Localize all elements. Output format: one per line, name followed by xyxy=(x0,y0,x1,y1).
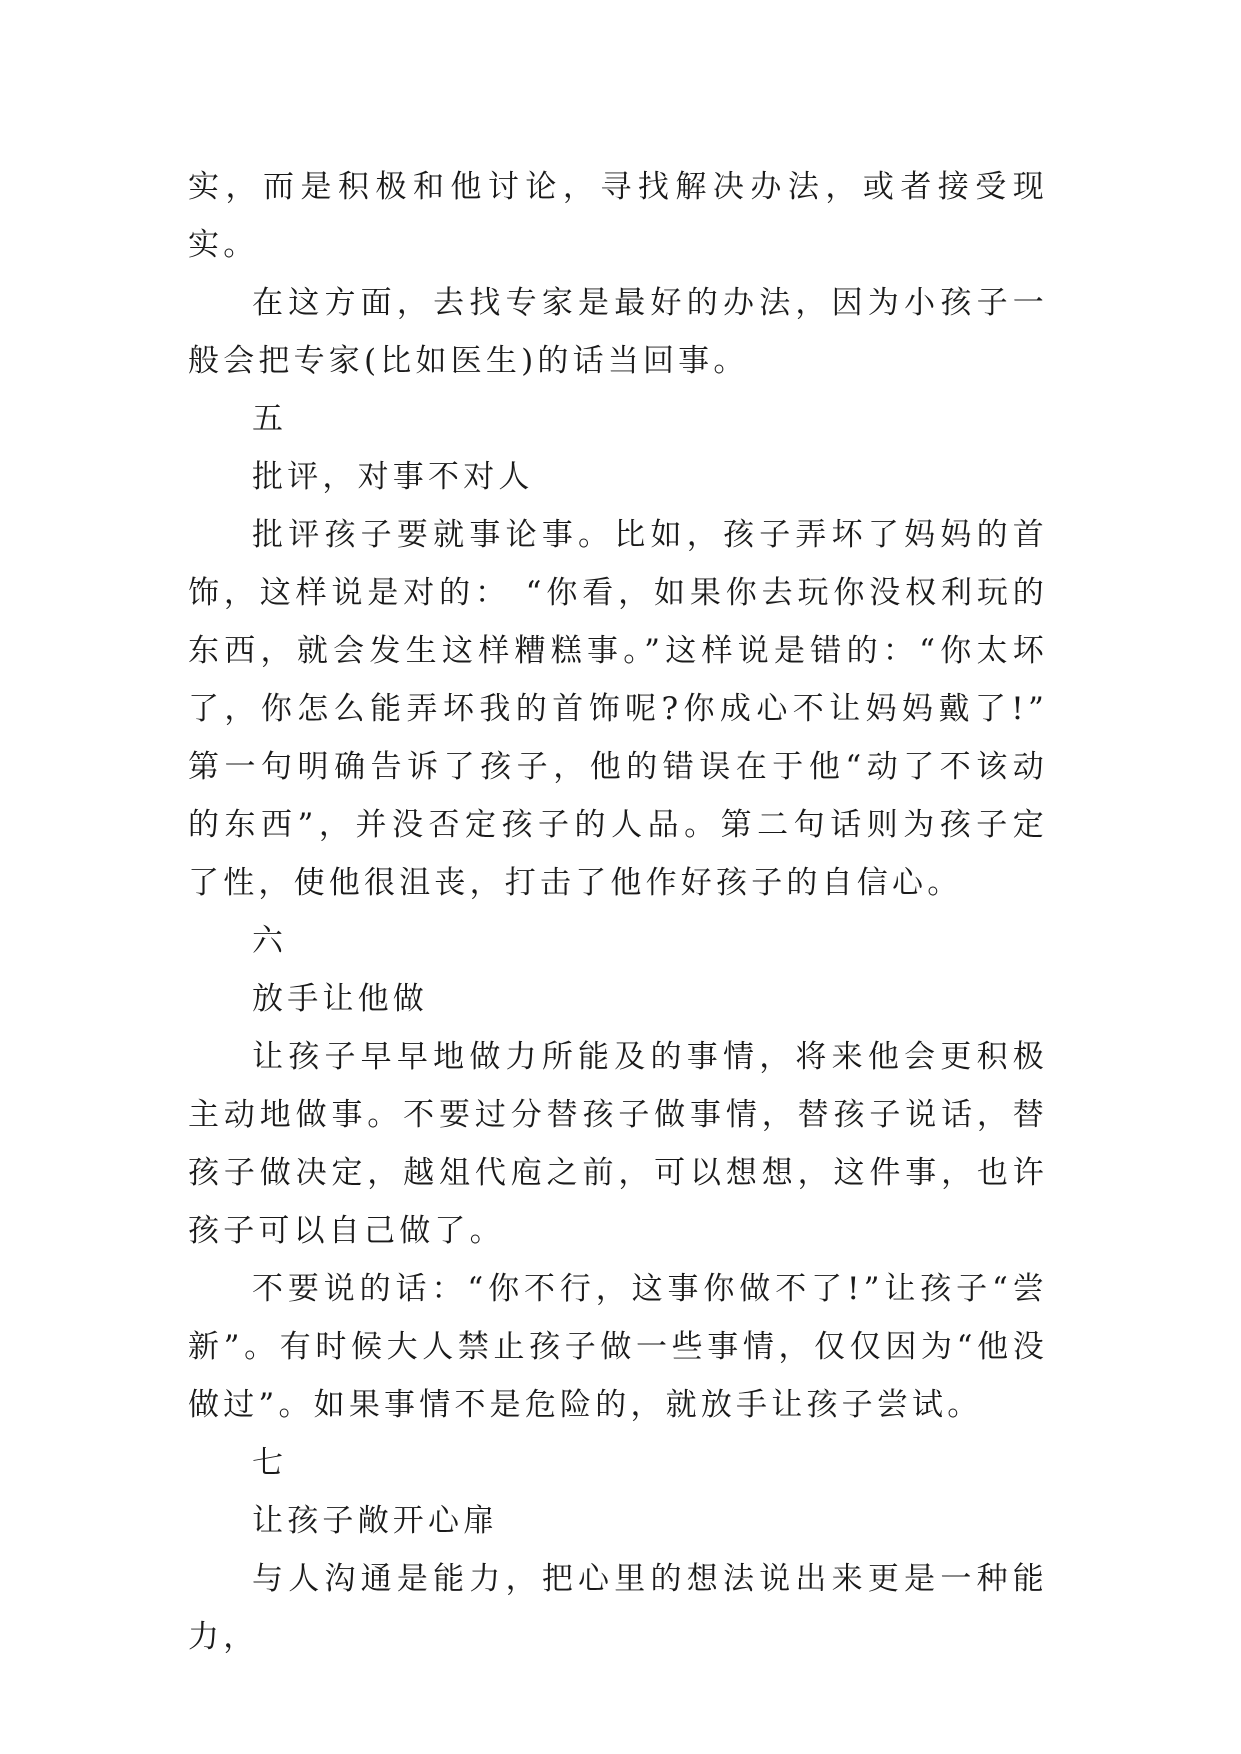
paragraph-let-go: 让孩子早早地做力所能及的事情，将来他会更积极主动地做事。不要过分替孩子做事情，替孩子说话，替孩子做决定，越俎代庖之前，可以想想，这件事，也许孩子可以自己做了。 xyxy=(188,1039,1048,1249)
section-number-six: 六 xyxy=(252,923,288,959)
section-title-let-go: 放手让他做 xyxy=(252,981,428,1017)
paragraph-expert-advice: 在这方面，去找专家是最好的办法，因为小孩子一般会把专家(比如医生)的话当回事。 xyxy=(188,285,1048,379)
section-title-criticism: 批评，对事不对人 xyxy=(252,459,534,495)
paragraph-continuation: 实，而是积极和他讨论，寻找解决办法，或者接受现实。 xyxy=(188,169,1048,263)
document-page xyxy=(188,158,1048,1666)
paragraph-criticism: 批评孩子要就事论事。比如，孩子弄坏了妈妈的首饰，这样说是对的： “你看，如果你去玩你没权利玩的东西，就会发生这样糟糕事。”这样说是错的：“你太坏了，你怎么能弄坏我的首饰呢?你成心不让妈妈戴了!” 第一句明确告诉了孩子，他的错误在于他“动了不该动的东西”，并没否定孩子的人品。第二句话则为孩子定了性，使他很沮丧，打击了他作好孩子的自信心。 xyxy=(188,517,1048,901)
section-number-five: 五 xyxy=(252,401,288,437)
paragraph-dont-say: 不要说的话：“你不行，这事你做不了!”让孩子“尝新”。有时候大人禁止孩子做一些事情，仅仅因为“他没做过”。如果事情不是危险的，就放手让孩子尝试。 xyxy=(188,1271,1048,1423)
section-title-open-heart: 让孩子敞开心扉 xyxy=(252,1503,499,1539)
section-number-seven: 七 xyxy=(252,1445,288,1481)
paragraph-communication: 与人沟通是能力，把心里的想法说出来更是一种能力， xyxy=(188,1561,1048,1655)
